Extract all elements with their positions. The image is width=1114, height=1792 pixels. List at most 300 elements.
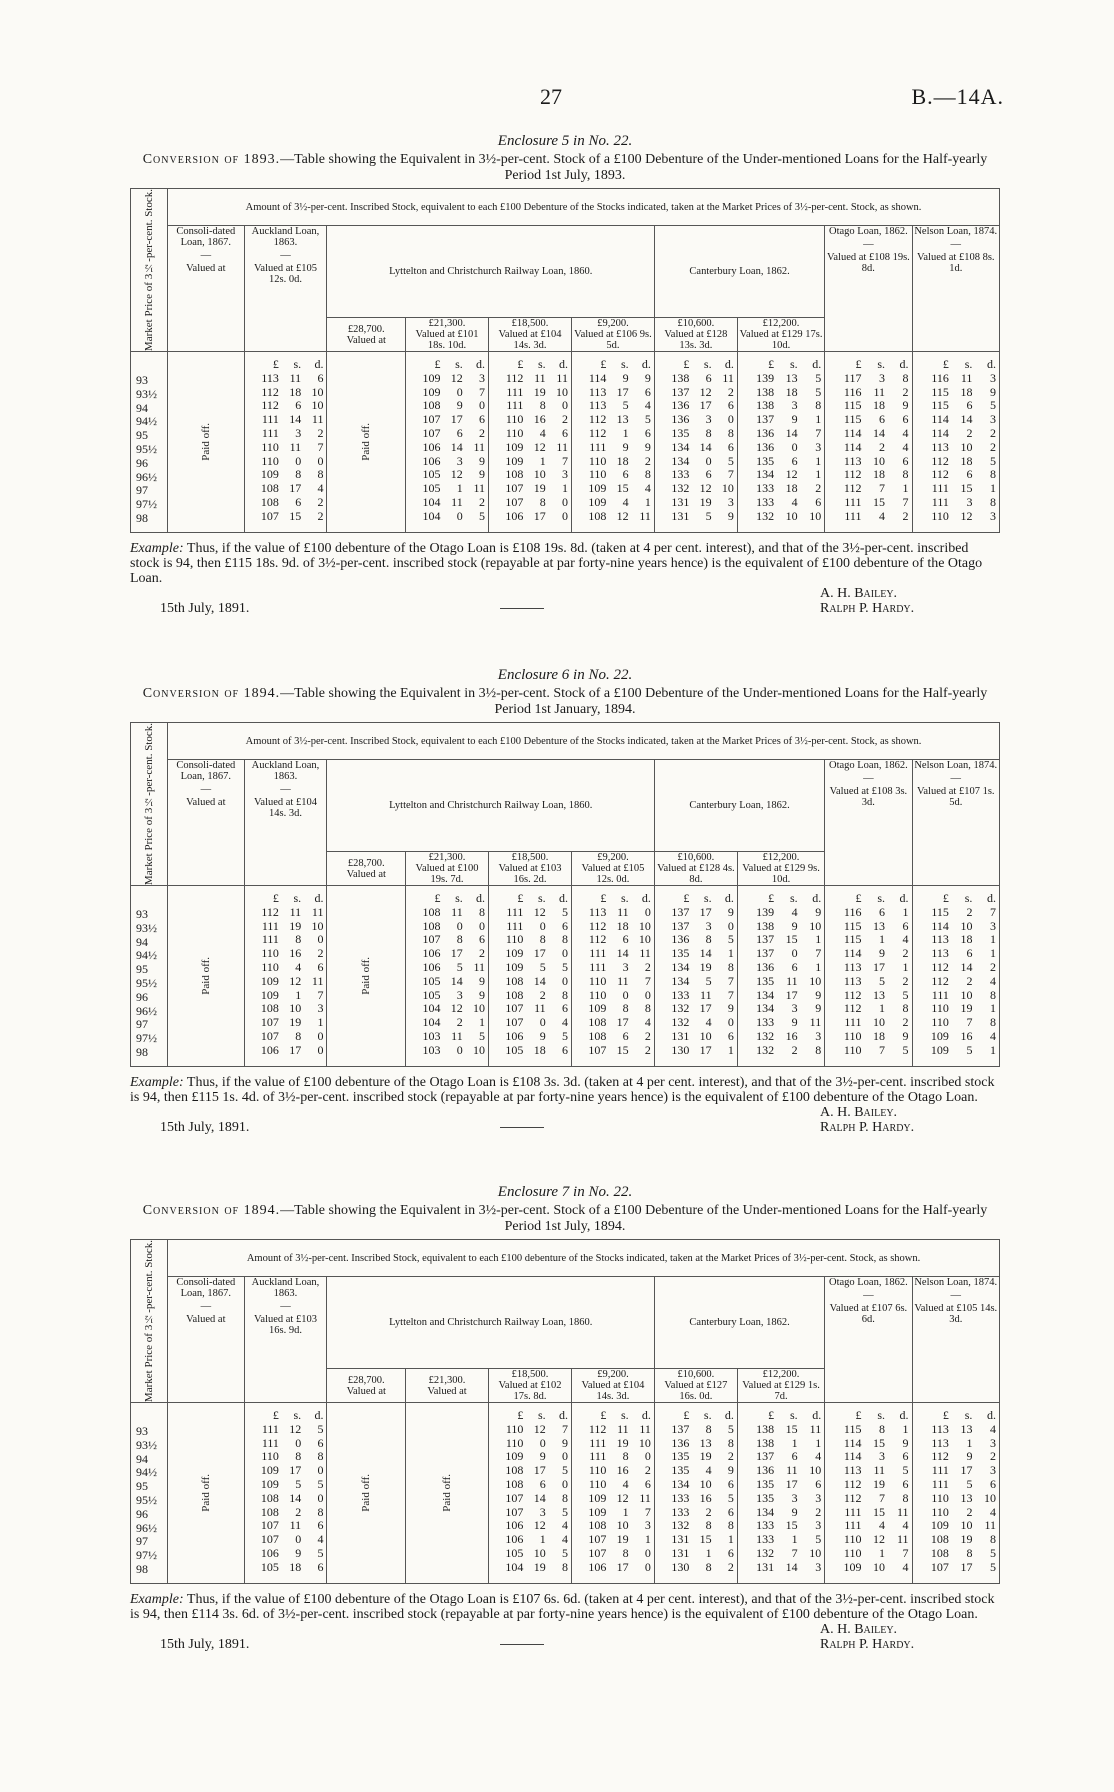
- pounds-value: 133: [671, 1490, 690, 1505]
- pence-value: 11: [311, 904, 324, 919]
- shillings-value: 19: [616, 1532, 629, 1547]
- shillings-value: 6: [622, 1029, 629, 1044]
- pounds-value: 108: [930, 1546, 949, 1561]
- shillings-value: 0: [539, 1015, 546, 1030]
- market-price: 97: [136, 1534, 148, 1549]
- loan-name-row: [131, 760, 1000, 852]
- pence-value: 10: [311, 918, 324, 933]
- loan-sub-header: [571, 852, 654, 886]
- shillings-value: 6: [295, 495, 302, 510]
- pounds-value: 113: [843, 1463, 862, 1478]
- shillings-value: 18: [289, 1559, 302, 1574]
- shillings-value: 5: [705, 508, 712, 523]
- shillings-value: 8: [622, 1001, 629, 1016]
- loan-sub-header: [737, 1369, 824, 1403]
- enclosure-title: Enclosure 5 in No. 22.: [497, 133, 633, 149]
- money-grid: [407, 892, 487, 1058]
- loan-sub-header: [571, 1369, 654, 1403]
- shillings-value: 14: [289, 412, 302, 427]
- pence-value: 5: [561, 1463, 568, 1478]
- pounds-value: 138: [756, 1435, 775, 1450]
- loan-value-column: [244, 1403, 327, 1584]
- shillings-value: 7: [966, 1015, 973, 1030]
- shillings-value: 6: [456, 426, 463, 441]
- pence-value: 10: [809, 918, 822, 933]
- pounds-value: 105: [422, 467, 441, 482]
- pence-value: 4: [644, 481, 651, 496]
- shillings-value: 9: [791, 1504, 798, 1519]
- shillings-value: 9: [791, 918, 798, 933]
- page-number: 27: [540, 84, 562, 109]
- pounds-value: 103: [422, 1042, 441, 1057]
- pence-value: 4: [902, 932, 909, 947]
- pounds-value: 134: [671, 1477, 690, 1492]
- pounds-value: 113: [588, 398, 607, 413]
- pounds-value: 117: [843, 370, 862, 385]
- money-unit-label: d.: [724, 357, 734, 372]
- money-unit-label: s.: [293, 357, 302, 372]
- shillings-value: 15: [873, 1435, 885, 1450]
- pounds-value: 113: [843, 973, 862, 988]
- loan-amount: £28,700.: [347, 1374, 385, 1386]
- loan-valuation: Valued at: [186, 1314, 226, 1325]
- loan-amount: —: [950, 239, 962, 250]
- paid-off-cell: [327, 1403, 406, 1584]
- pence-value: 1: [902, 960, 909, 975]
- pence-value: 1: [990, 1001, 996, 1016]
- loan-value-column: [825, 886, 912, 1067]
- pounds-value: 112: [931, 453, 949, 468]
- pounds-value: 111: [844, 1504, 862, 1519]
- shillings-value: 11: [289, 439, 302, 454]
- money-unit-label: d.: [558, 1408, 568, 1423]
- money-unit-label: d.: [724, 891, 734, 906]
- pounds-value: 137: [756, 412, 775, 427]
- pence-value: 1: [990, 1042, 996, 1057]
- shillings-value: 17: [960, 1559, 973, 1574]
- pounds-value: 105: [422, 987, 441, 1002]
- money-unit-label: s.: [790, 1408, 798, 1423]
- signature-date: 15th July, 1891.: [160, 600, 250, 616]
- pounds-value: 106: [505, 508, 524, 523]
- loan-sub-header: [571, 318, 654, 352]
- pence-value: 0: [317, 932, 324, 947]
- loan-sub-header: [737, 852, 824, 886]
- shillings-value: 14: [533, 1490, 546, 1505]
- caption-lead: Conversion of 1894.: [142, 1203, 281, 1218]
- loan-value-column: [406, 886, 489, 1067]
- pounds-value: 108: [260, 481, 279, 496]
- money-unit-label: s.: [877, 891, 885, 906]
- pounds-value: 110: [588, 1463, 607, 1478]
- shillings-value: 2: [539, 987, 546, 1002]
- money-grid: [246, 1409, 326, 1575]
- shillings-value: 7: [879, 481, 885, 496]
- shillings-value: 19: [289, 918, 302, 933]
- shillings-value: 3: [791, 398, 798, 413]
- shillings-value: 16: [785, 1029, 798, 1044]
- shillings-value: 17: [450, 412, 463, 427]
- pence-value: 2: [317, 426, 324, 441]
- loan-sub-header: [654, 1369, 737, 1403]
- pence-value: 11: [809, 1421, 822, 1436]
- pence-value: 7: [317, 439, 324, 454]
- pounds-value: 106: [505, 1029, 524, 1044]
- loan-valuation: Valued at £104 14s. 3d.: [581, 1380, 645, 1403]
- pence-value: 3: [990, 508, 996, 523]
- pence-value: 1: [727, 946, 734, 961]
- pounds-value: 113: [588, 384, 607, 399]
- loan-sub-header: [489, 852, 572, 886]
- shillings-value: 8: [966, 1546, 973, 1561]
- pounds-value: 111: [589, 1449, 607, 1464]
- market-price: 96: [136, 455, 148, 470]
- pence-value: 6: [317, 960, 324, 975]
- pounds-value: 111: [844, 508, 862, 523]
- pounds-value: 134: [756, 1504, 775, 1519]
- pence-value: 1: [902, 1421, 909, 1436]
- shillings-value: 2: [966, 904, 973, 919]
- shillings-value: 19: [960, 1532, 973, 1547]
- shillings-value: 0: [456, 1042, 463, 1057]
- pounds-value: 138: [671, 370, 690, 385]
- page-header: [130, 84, 1004, 114]
- shillings-value: 2: [966, 1504, 973, 1519]
- pounds-value: 114: [931, 918, 949, 933]
- pounds-value: 135: [756, 1490, 775, 1505]
- shillings-value: 15: [616, 1042, 629, 1057]
- pence-value: 11: [473, 439, 486, 454]
- money-unit-label: d.: [558, 357, 568, 372]
- stub-header: [131, 189, 168, 352]
- shillings-value: 0: [295, 1435, 302, 1450]
- loan-sub-header: [654, 852, 737, 886]
- loan-amount: £10,600.: [677, 318, 715, 330]
- pounds-value: 135: [671, 1463, 690, 1478]
- money-grid: [826, 892, 910, 1058]
- pounds-value: 108: [422, 918, 441, 933]
- market-price: 96½: [136, 1520, 157, 1535]
- money-grid: [914, 358, 998, 524]
- signature-date: 15th July, 1891.: [160, 1119, 250, 1135]
- shillings-value: 12: [960, 508, 973, 523]
- shillings-value: 11: [700, 987, 712, 1002]
- loan-valuation: Valued at: [427, 1385, 467, 1397]
- loan-name: Nelson Loan, 1874.: [914, 760, 998, 771]
- money-unit-label: £: [600, 891, 607, 906]
- pounds-value: 110: [588, 987, 607, 1002]
- shillings-value: 1: [295, 987, 302, 1002]
- loan-amount: £21,300.: [428, 318, 466, 330]
- pence-value: 6: [561, 1001, 568, 1016]
- pounds-value: 135: [671, 946, 690, 961]
- shillings-value: 1: [791, 1435, 798, 1450]
- paid-off-label: Paid off.: [441, 1474, 454, 1512]
- pence-value: 1: [990, 946, 996, 961]
- shillings-value: 6: [791, 453, 798, 468]
- market-price: 95½: [136, 976, 157, 991]
- pounds-value: 104: [422, 1015, 441, 1030]
- pounds-value: 138: [756, 918, 775, 933]
- money-unit-label: s.: [455, 891, 463, 906]
- pence-value: 9: [479, 453, 486, 468]
- pounds-value: 109: [260, 467, 279, 482]
- pence-value: 10: [809, 1463, 822, 1478]
- money-unit-label: s.: [964, 891, 973, 906]
- pounds-value: 111: [261, 932, 279, 947]
- stub-header: [131, 723, 168, 886]
- shillings-value: 17: [450, 946, 463, 961]
- pence-value: 1: [815, 932, 822, 947]
- money-unit-label: d.: [987, 891, 996, 906]
- shillings-value: 19: [699, 960, 712, 975]
- pence-value: 3: [990, 370, 996, 385]
- money-grid: [407, 358, 487, 524]
- shillings-value: 14: [450, 439, 463, 454]
- pence-value: 8: [990, 1015, 996, 1030]
- pence-value: 8: [902, 370, 909, 385]
- loan-group-header: [327, 760, 654, 852]
- shillings-value: 5: [539, 960, 546, 975]
- pounds-value: 109: [260, 1463, 279, 1478]
- pounds-value: 130: [671, 1042, 690, 1057]
- pence-value: 0: [479, 398, 486, 413]
- shillings-value: 6: [966, 946, 973, 961]
- loan-name: Nelson Loan, 1874.: [914, 1277, 998, 1288]
- caption-text: —Table showing the Equivalent in 3½-per-cent. Stock of a £100 Debenture of the Under-mentioned Loans for the Half-yearly Period 1st July, 1894.: [280, 1203, 988, 1234]
- money-unit-label: s.: [877, 1408, 885, 1423]
- pence-value: 6: [902, 1477, 909, 1492]
- pence-value: 0: [561, 508, 568, 523]
- pence-value: 0: [561, 973, 568, 988]
- pence-value: 9: [644, 370, 651, 385]
- pence-value: 4: [561, 1532, 568, 1547]
- loan-value-column: [825, 352, 912, 533]
- pence-value: 3: [990, 1435, 996, 1450]
- pence-value: 5: [990, 453, 996, 468]
- money-unit-label: £: [517, 891, 524, 906]
- shillings-value: 16: [699, 1490, 712, 1505]
- money-unit-label: s.: [703, 1408, 712, 1423]
- shillings-value: 3: [966, 495, 973, 510]
- money-unit-label: s.: [790, 891, 798, 906]
- money-grid: [490, 1409, 570, 1575]
- pounds-value: 109: [505, 960, 524, 975]
- pence-value: 1: [561, 481, 568, 496]
- pounds-value: 111: [931, 495, 949, 510]
- pounds-value: 111: [589, 946, 607, 961]
- pounds-value: 109: [422, 384, 441, 399]
- shillings-value: 14: [785, 1559, 798, 1574]
- loan-name: Nelson Loan, 1874.: [914, 226, 998, 237]
- loan-amount: —: [200, 250, 212, 261]
- pounds-value: 132: [756, 508, 775, 523]
- loan-valuation: Valued at £107 1s. 5d.: [916, 786, 995, 808]
- money-unit-label: s.: [620, 1408, 629, 1423]
- shillings-value: 14: [699, 439, 712, 454]
- values-row: [131, 352, 1000, 533]
- loan-valuation: Valued at £105 12s. 0d.: [253, 263, 317, 285]
- loan-value-column: [244, 352, 327, 533]
- market-price: 93: [136, 373, 148, 388]
- shillings-value: 3: [791, 1001, 798, 1016]
- shillings-value: 11: [289, 370, 302, 385]
- pounds-value: 109: [930, 1042, 949, 1057]
- shillings-value: 18: [785, 481, 798, 496]
- pence-value: 5: [815, 370, 822, 385]
- shillings-value: 9: [539, 1029, 546, 1044]
- pounds-value: 105: [505, 1546, 524, 1561]
- pounds-value: 111: [589, 1435, 607, 1450]
- shillings-value: 10: [960, 1518, 973, 1533]
- shillings-value: 0: [539, 918, 546, 933]
- pounds-value: 131: [756, 1559, 775, 1574]
- loan-amount: —: [280, 784, 291, 795]
- pounds-value: 133: [756, 481, 775, 496]
- pounds-value: 107: [260, 508, 279, 523]
- pence-value: 2: [902, 508, 909, 523]
- money-unit-label: d.: [812, 891, 822, 906]
- pounds-value: 104: [422, 1001, 441, 1016]
- pence-value: 3: [990, 1463, 996, 1478]
- pence-value: 9: [815, 904, 822, 919]
- table-caption: [136, 1203, 994, 1235]
- loan-amount: —: [200, 1301, 212, 1312]
- loan-value-column: [912, 352, 999, 533]
- pence-value: 4: [561, 1015, 568, 1030]
- pence-value: 0: [561, 946, 568, 961]
- enclosure-title: Enclosure 6 in No. 22.: [497, 667, 633, 683]
- shillings-value: 5: [879, 973, 885, 988]
- pounds-value: 107: [260, 1029, 279, 1044]
- pence-value: 4: [644, 398, 651, 413]
- pence-value: 0: [727, 412, 734, 427]
- shillings-value: 13: [960, 1421, 973, 1436]
- pounds-value: 111: [931, 481, 949, 496]
- loan-name: Auckland Loan, 1863.: [251, 760, 320, 782]
- loan-amount: £18,500.: [511, 852, 549, 864]
- shillings-value: 3: [295, 426, 302, 441]
- pounds-value: 108: [505, 467, 524, 482]
- shillings-value: 11: [873, 384, 885, 399]
- shillings-value: 8: [705, 932, 712, 947]
- example-label: Example:: [130, 1591, 184, 1607]
- money-unit-label: £: [855, 1408, 862, 1423]
- enclosure-7: [130, 1183, 1000, 1652]
- money-unit-label: d.: [641, 891, 651, 906]
- conversion-table: [130, 722, 1000, 1067]
- pounds-value: 113: [261, 370, 279, 385]
- money-grid: [573, 358, 653, 524]
- pence-value: 10: [473, 1001, 486, 1016]
- loan-value-column: [737, 1403, 824, 1584]
- shillings-value: 5: [456, 960, 463, 975]
- money-grid: [826, 1409, 910, 1575]
- pence-value: 7: [727, 973, 734, 988]
- signature-block: [130, 1105, 1000, 1135]
- shillings-value: 10: [873, 1015, 885, 1030]
- pence-value: 8: [317, 1449, 324, 1464]
- pounds-value: 110: [261, 1449, 279, 1464]
- table-caption: [136, 152, 994, 184]
- pounds-value: 135: [756, 973, 775, 988]
- shillings-value: 19: [533, 481, 546, 496]
- pence-value: 1: [644, 495, 651, 510]
- loan-valuation: Valued at £108 19s. 8d.: [826, 252, 910, 274]
- loan-valuation: Valued at: [346, 1385, 386, 1397]
- shillings-value: 4: [622, 1477, 629, 1492]
- shillings-value: 17: [533, 946, 546, 961]
- money-unit-label: £: [517, 357, 524, 372]
- pence-value: 5: [317, 1546, 324, 1561]
- market-price: 98: [136, 1562, 148, 1577]
- pence-value: 7: [902, 495, 909, 510]
- pounds-value: 109: [505, 453, 524, 468]
- loan-header: [912, 1277, 999, 1403]
- pence-value: 4: [644, 1015, 651, 1030]
- pence-value: 0: [561, 1477, 568, 1492]
- pence-value: 0: [644, 904, 651, 919]
- pounds-value: 134: [756, 987, 775, 1002]
- loan-amount: £28,700.: [347, 323, 385, 335]
- market-price: 93: [136, 1424, 148, 1439]
- money-unit-label: d.: [724, 1408, 734, 1423]
- pounds-value: 136: [756, 1463, 775, 1478]
- loan-amount: £12,200.: [762, 318, 800, 330]
- pence-value: 6: [644, 384, 651, 399]
- loan-amount: —: [950, 773, 962, 784]
- pence-value: 1: [479, 1015, 486, 1030]
- pence-value: 6: [561, 426, 568, 441]
- enclosure-title: Enclosure 7 in No. 22.: [497, 1184, 633, 1200]
- pounds-value: 110: [931, 1001, 949, 1016]
- pence-value: 7: [815, 426, 822, 441]
- shillings-value: 6: [879, 412, 885, 427]
- pence-value: 2: [727, 1449, 734, 1464]
- shillings-value: 11: [873, 1463, 885, 1478]
- pounds-value: 139: [756, 904, 775, 919]
- pence-value: 3: [815, 1490, 822, 1505]
- shillings-value: 14: [873, 426, 885, 441]
- pence-value: 8: [727, 426, 734, 441]
- market-price-column: [131, 886, 168, 1067]
- pounds-value: 116: [843, 384, 862, 399]
- pounds-value: 107: [260, 1532, 279, 1547]
- pounds-value: 131: [671, 508, 690, 523]
- pence-value: 4: [990, 1504, 996, 1519]
- shillings-value: 12: [450, 370, 463, 385]
- shillings-value: 2: [966, 973, 973, 988]
- shillings-value: 15: [873, 495, 885, 510]
- shillings-value: 4: [622, 495, 629, 510]
- pence-value: 6: [727, 398, 734, 413]
- loan-valuation: Valued at £127 16s. 0d.: [664, 1380, 728, 1403]
- pounds-value: 115: [843, 412, 862, 427]
- shillings-value: 6: [622, 467, 629, 482]
- loan-header: [912, 760, 999, 886]
- loan-valuation: Valued at: [346, 868, 386, 880]
- loan-valuation: Valued at: [346, 334, 386, 346]
- pence-value: 8: [317, 1504, 324, 1519]
- shillings-value: 6: [705, 370, 712, 385]
- loan-group-header: [327, 226, 654, 318]
- shillings-value: 10: [616, 1518, 629, 1533]
- market-price: 95: [136, 428, 148, 443]
- loan-valuation: Valued at £105 12s. 0d.: [581, 863, 645, 886]
- shillings-value: 5: [705, 973, 712, 988]
- pence-value: 1: [815, 960, 822, 975]
- money-unit-label: £: [434, 891, 441, 906]
